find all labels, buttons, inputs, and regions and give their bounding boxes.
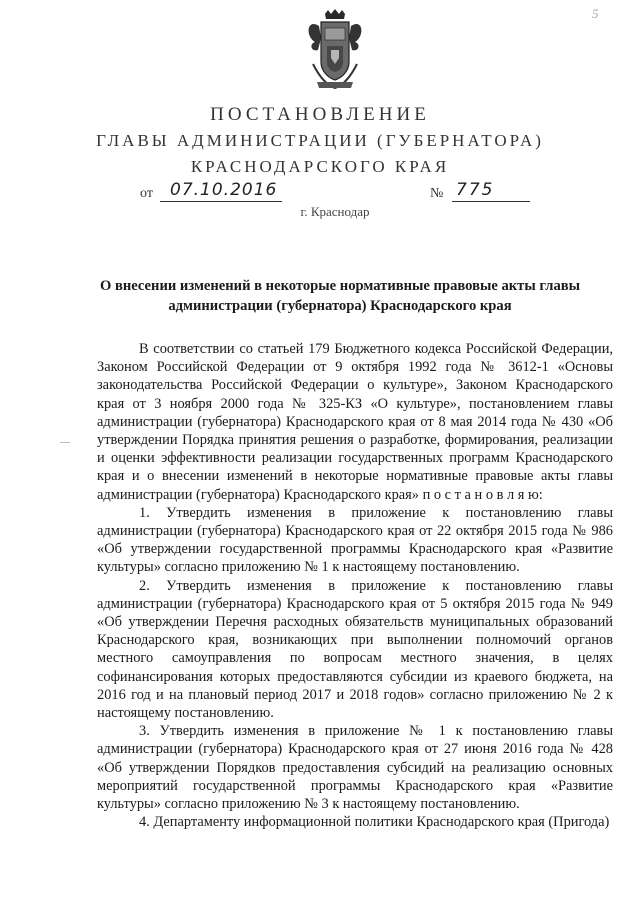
clause-3-paragraph: 3. Утвердить изменения в приложение № 1 к постановлению главы администрации (губернатора) Краснодарского края от 27 июня 2016 года № 428 «Об утверждении Порядков предоставления субсидий на реализацию основных мероприятий государственной программы Краснодарского края «Развитие культуры» согласно приложению № 3 к настоящему постановлению. xyxy=(97,723,613,813)
preamble-paragraph: В соответствии со статьей 179 Бюджетного кодекса Российской Федерации, Законом Российской Федерации от 9 октября 1992 года № 3612-1 «Основы законодательства Российской Федерации о культуре», Законом Краснодарского края от 3 ноября 2000 года № 325-КЗ «О культуре», постановлением главы администрации (губернатора) Краснодарского края от 8 мая 2014 года № 430 «Об утверждении Порядка принятия решения о разработке, формирования, реализации и оценки эффективности реализации государственных программ Краснодарского края и о внесении изменений в некоторые нормативные правовые акты главы администрации (губернатора) Краснодарского края» п о с т а н о в л я ю: xyxy=(97,341,613,503)
document-type-heading: ПОСТАНОВЛЕНИЕ xyxy=(210,104,430,125)
corner-mark: 5 xyxy=(592,6,599,21)
city-label: г. Краснодар xyxy=(300,204,370,219)
date-field xyxy=(160,180,282,202)
margin-mark xyxy=(60,442,70,443)
number-value: 775 xyxy=(456,180,495,200)
authority-heading: ГЛАВЫ АДМИНИСТРАЦИИ (ГУБЕРНАТОРА) xyxy=(96,131,544,150)
coat-of-arms-emblem xyxy=(303,8,367,92)
number-label: № xyxy=(430,186,444,201)
document-title: О внесении изменений в некоторые нормативные правовые акты главы администрации (губернатора) Краснодарского края xyxy=(99,278,581,314)
date-label: от xyxy=(140,186,153,201)
number-field xyxy=(452,180,530,202)
region-heading: КРАСНОДАРСКОГО КРАЯ xyxy=(190,157,450,176)
clause-1-paragraph: 1. Утвердить изменения в приложение к постановлению главы администрации (губернатора) Краснодарского края от 22 октября 2015 года № 986 «Об утверждении государственной программы Краснодарского края «Развитие культуры» согласно приложению № 1 к настоящему постановлению. xyxy=(97,504,613,576)
date-number-row xyxy=(0,177,640,207)
date-value: 07.10.2016 xyxy=(170,180,278,200)
document-body xyxy=(97,340,613,831)
clause-2-paragraph: 2. Утвердить изменения в приложение к постановлению главы администрации (губернатора) Краснодарского края от 5 октября 2015 года № 949 «Об утверждении Перечня расходных обязательств муниципальных образований Краснодарского края, возникающих при выполнении полномочий органов местного самоуправления по вопросам местного значения, в целях софинансирования которых предоставляются субсидии из краевого бюджета, на 2016 год и на плановый период 2017 и 2018 годов» согласно приложению № 2 к настоящему постановлению. xyxy=(97,577,613,722)
clause-4-paragraph: 4. Департаменту информационной политики Краснодарского края (Пригода) xyxy=(139,814,610,831)
